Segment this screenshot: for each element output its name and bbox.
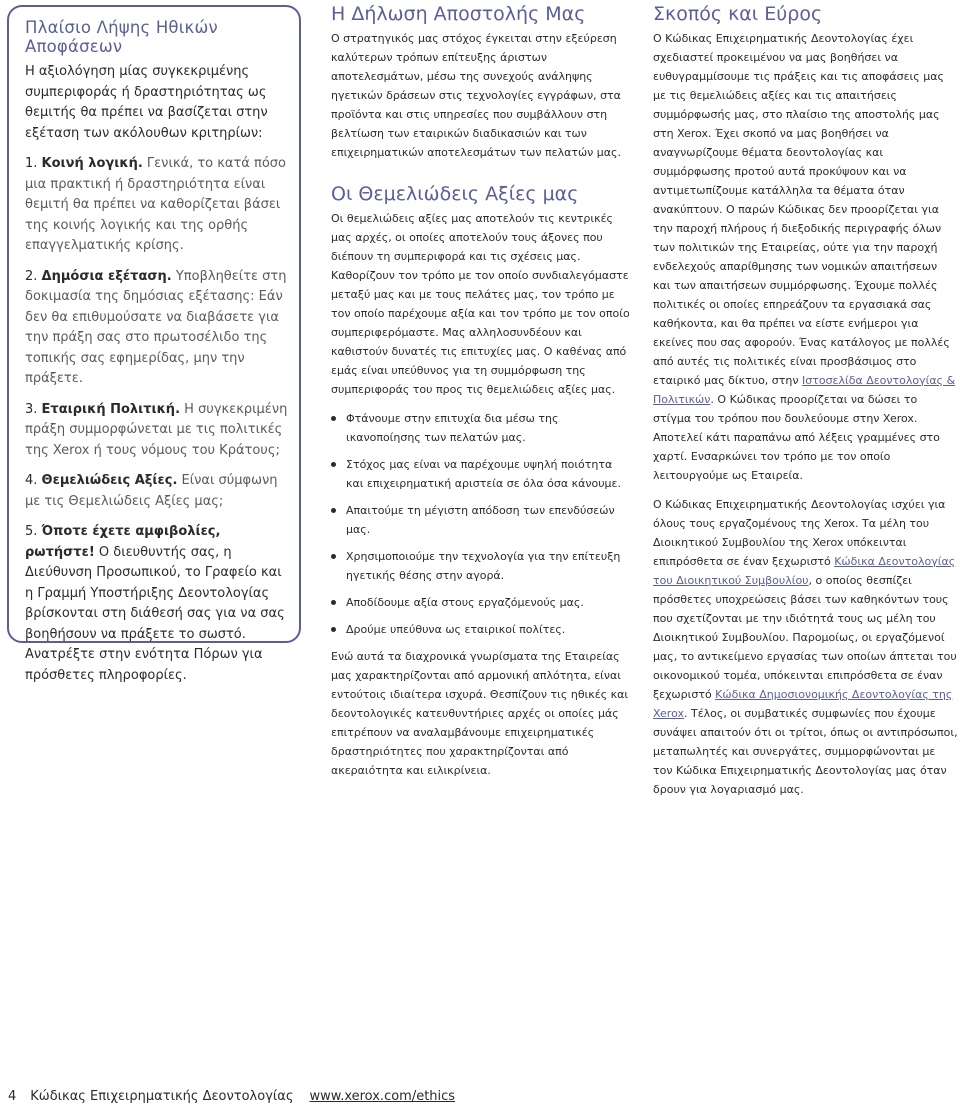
criterion-title: Εταιρική Πολιτική. <box>41 401 181 417</box>
bullet-icon <box>331 508 336 513</box>
applicability-text-part: Ο Κώδικας Επιχειρηματικής Δεοντολογίας ισχύει για όλους τους εργαζομένους της Xerox. Τα μέλη του Διοικητικού Συμβουλίου της Xerox υπόκεινται επιπρόσθετα σε έναν ξεχωριστό <box>653 498 946 568</box>
criterion-corporate-policy <box>25 400 291 462</box>
mission-heading: Η Δήλωση Αποστολής Μας <box>331 3 586 25</box>
values-text: Οι θεμελιώδεις αξίες μας αποτελούν τις κεντρικές μας αρχές, οι οποίες αποτελούν τους άξονες που διέπουν τη συμπεριφορά και τις σχέσεις μας. Καθορίζουν τον τρόπο με τον οποίο συνδιαλεγόμαστε μεταξύ μας και με τους πελάτες μας, τον τρόπο με τον οποίο παρέχουμε αξία και τον τρόπο με τον οποίο συμπεριφερόμαστε. Μας αλληλοσυνδέουν και καθιστούν δυνατές τις επιτυχίες μας. Ο καθένας από εμάς είναι υπεύθυνος για τη συμμόρφωση της συμπεριφοράς του προς τις θεμελιώδεις αξίες μας. <box>331 212 630 396</box>
values-heading: Οι Θεμελιώδεις Αξίες μας <box>331 183 579 205</box>
financial-code-link[interactable]: Κώδικα Δημοσιονομικής Δεοντολογίας της Xerox <box>653 688 953 720</box>
scope-text-part: . Ο Κώδικας προορίζεται να δώσει το στίγμα του τρόπου που δουλεύουμε στην Xerox. Αποτελεί κάτι παραπάνω από λέξεις γραμμένες στο χαρτί. Ενσαρκώνει τον τρόπο με τον οποίο λειτουργούμε ως Εταιρεία. <box>653 393 940 482</box>
criterion-core-values <box>25 471 291 512</box>
right-column <box>653 2 958 799</box>
list-item <box>331 409 631 447</box>
criterion-number: 1. <box>25 156 38 171</box>
values-closing-text: Ενώ αυτά τα διαχρονικά γνωρίσματα της Εταιρείας μας χαρακτηρίζονται από αρμονική απλότητα, είναι εντούτοις ιδιαίτερα ισχυρά. Θεσπίζουν τις ηθικές και δεοντολογικές κατευθυντήριες αρχές οι οποίες μάς επιτρέπουν να αναλαμβάνουμε επιχειρηματικές δραστηριότητες που χαρακτηρίζονται από ακεραιότητα και ειλικρίνεια. <box>331 650 629 777</box>
bullet-icon <box>331 600 336 605</box>
scope-text-part: Ο Κώδικας Επιχειρηματικής Δεοντολογίας έχει σχεδιαστεί προκειμένου να μας βοηθήσει να ευθυγραμμίσουμε τις πράξεις και τις αποφάσεις μας με τις θεμελιώδεις αξίες και τις απαιτήσεις συμμόρφωσής μας, στο πλαίσιο της αποστολής μας στη Xerox. Έχει σκοπό να μας βοηθήσει να αναγνωρίζουμε θέματα δεοντολογίας και συμμόρφωσης προτού αυτά προκύψουν και να αντιμετωπίζουμε κατάλληλα τα θέματα όταν ανακύπτουν. Ο παρών Κώδικας δεν προορίζεται για την παροχή πλήρους ή διεξοδικής περιγραφής όλων των πολιτικών της Εταιρείας, ούτε για την παροχή ενδελεχούς απαρίθμησης των νομικών απαιτήσεων και των απαιτήσεων συμμόρφωσης. Έχουμε πολλές πολιτικές οι οποίες επηρεάζουν τα εργασιακά σας καθήκοντα, και θα πρέπει να είστε ενήμεροι για εκείνες που σας αφορούν. Ένας κατάλογος με πολλές από αυτές τις πολιτικές είναι προσβάσιμος στο εταιρικό μας δίκτυο, στην <box>653 32 950 387</box>
criterion-public-scrutiny <box>25 267 291 390</box>
list-item-text: Απαιτούμε τη μέγιστη απόδοση των επενδύσεών μας. <box>346 504 615 536</box>
scope-heading: Σκοπός και Εύρος <box>653 3 823 25</box>
list-item-text: Αποδίδουμε αξία στους εργαζόμενούς μας. <box>346 596 584 609</box>
decision-framework-intro: Η αξιολόγηση μίας συγκεκριμένης συμπεριφοράς ή δραστηριότητας ως θεμιτής θα πρέπει να βασίζεται στην εξέταση των ακόλουθων κριτηρίων: <box>25 64 268 141</box>
values-list <box>331 409 631 639</box>
list-item <box>331 620 631 639</box>
criterion-title: Θεμελιώδεις Αξίες. <box>41 473 178 488</box>
criterion-number: 2. <box>25 268 38 284</box>
footer-title: Κώδικας Επιχειρηματικής Δεοντολογίας <box>30 1089 294 1104</box>
list-item <box>331 501 631 539</box>
criterion-body: Η συγκεκριμένη πράξη συμμορφώνεται με τις πολιτικές της Xerox ή τους νόμους του Κράτους; <box>25 401 288 458</box>
bullet-icon <box>331 462 336 467</box>
ethics-policies-site-link[interactable]: Ιστοσελίδα Δεοντολογίας & Πολιτικών <box>653 374 956 406</box>
list-item <box>331 547 631 585</box>
applicability-text-part: . Τέλος, οι συμβατικές συμφωνίες που έχουμε συνάψει απαιτούν ότι οι τρίτοι, όπως οι αντιπρόσωποι, μεταπωλητές και συνεργάτες, συμμορφώνονται με τον Κώδικα Επιχειρηματικής Δεοντολογίας μας όταν δρουν για λογαριασμό μας. <box>653 707 958 796</box>
criterion-body: Γενικά, το κατά πόσο μια πρακτική ή δραστηριότητα είναι θεμιτή θα πρέπει να καθορίζεται βάσει της κοινής λογικής και της ορθής επαγγελματικής κρίσης. <box>25 156 286 253</box>
decision-framework-box <box>7 5 301 683</box>
criterion-body: Ο διευθυντής σας, η Διεύθυνση Προσωπικού, το Γραφείο και η Γραμμή Υποστήριξης Δεοντολογίας βρίσκονται στη διάθεσή σας για να σας βοηθήσουν να πράξετε το σωστό. Ανατρέξτε στην ενότητα Πόρων για πρόσθετες πληροφορίες. <box>25 544 285 683</box>
criterion-common-sense <box>25 154 291 257</box>
criterion-number: 3. <box>25 401 38 417</box>
criterion-body: Είναι σύμφωνη με τις Θεμελιώδεις Αξίες μας; <box>25 473 278 509</box>
criterion-body: Υποβληθείτε στη δοκιμασία της δημόσιας εξέτασης: Εάν δεν θα επιθυμούσατε να διαβάσετε για την πράξη σας στο πρωτοσέλιδο της τοπικής σας εφημερίδας, μην την πράξετε. <box>25 268 287 386</box>
applicability-text <box>653 495 958 799</box>
criterion-title: Όποτε έχετε αμφιβολίες, ρωτήστε! <box>25 524 221 560</box>
criterion-number: 5. <box>25 524 38 539</box>
list-item <box>331 593 631 612</box>
page-footer <box>8 1089 455 1104</box>
list-item-text: Στόχος μας είναι να παρέχουμε υψηλή ποιότητα και επιχειρηματική αριστεία σε όλα όσα κάνουμε. <box>346 458 621 490</box>
decision-framework-title: Πλαίσιο Λήψης Ηθικών Αποφάσεων <box>25 18 218 56</box>
criterion-number: 4. <box>25 473 38 488</box>
list-item-text: Φτάνουμε στην επιτυχία δια μέσω της ικανοποίησης των πελατών μας. <box>346 412 559 444</box>
criterion-title: Κοινή λογική. <box>41 156 143 171</box>
page-number: 4 <box>8 1089 17 1104</box>
criterion-when-in-doubt <box>25 522 291 686</box>
bullet-icon <box>331 627 336 632</box>
mission-text: Ο στρατηγικός μας στόχος έγκειται στην εξεύρεση καλύτερων τρόπων επίτευξης άριστων αποτελεσμάτων, μέσω της συνεχούς ανάληψης ηγετικών δράσεων στις τεχνολογίες εγγράφων, στα προϊόντα και στις υπηρεσίες που συμβάλλουν στη βελτίωση των εταιρικών διαδικασιών και των επιχειρηματικών αποτελεσμάτων των πελατών μας. <box>331 32 622 159</box>
scope-text <box>653 29 958 485</box>
bullet-icon <box>331 416 336 421</box>
board-code-link[interactable]: Κώδικα Δεοντολογίας του Διοικητικού Συμβουλίου <box>653 555 956 587</box>
list-item-text: Δρούμε υπεύθυνα ως εταιρικοί πολίτες. <box>346 623 566 636</box>
applicability-text-part: , ο οποίος θεσπίζει πρόσθετες υποχρεώσεις βάσει των καθηκόντων τους που σχετίζονται με την ιδιότητά τους ως μέλη του Διοικητικού Συμβουλίου. Παρομοίως, οι εργαζόμενοί μας, το αντικείμενο εργασίας των οποίων άπτεται του οικονομικού τομέα, υπόκεινται επιπρόσθετα σε έναν ξεχωριστό <box>653 574 957 701</box>
bullet-icon <box>331 554 336 559</box>
footer-link[interactable]: www.xerox.com/ethics <box>309 1089 456 1104</box>
middle-column <box>331 2 631 780</box>
list-item <box>331 455 631 493</box>
list-item-text: Χρησιμοποιούμε την τεχνολογία για την επίτευξη ηγετικής θέσης στην αγορά. <box>346 550 621 582</box>
criterion-title: Δημόσια εξέταση. <box>41 268 172 284</box>
